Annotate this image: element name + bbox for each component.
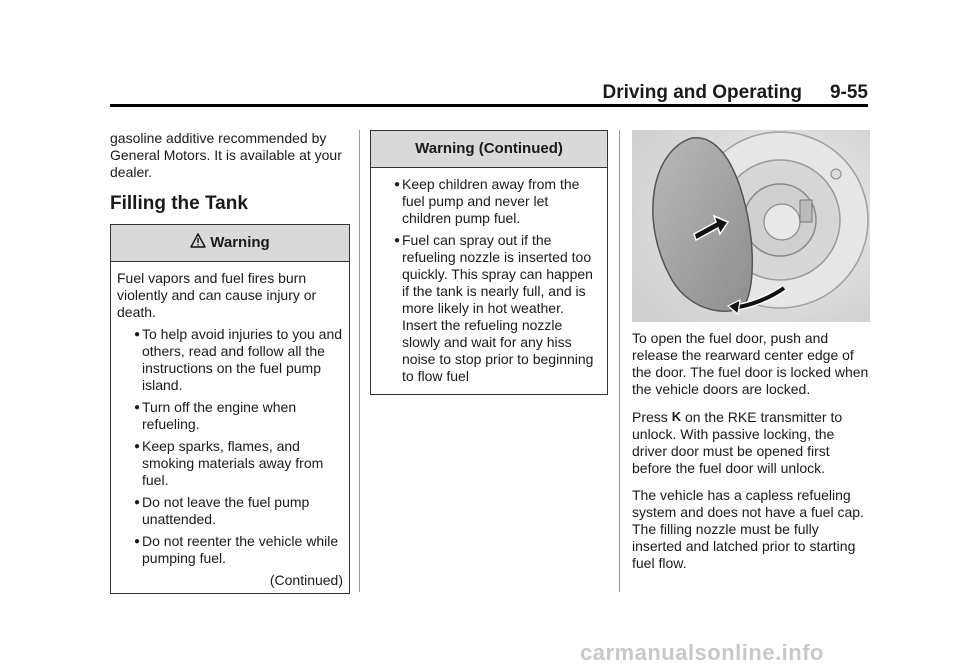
list-item xyxy=(117,399,343,433)
warning-bullet-list xyxy=(117,326,343,567)
list-item xyxy=(117,438,343,489)
bullet-icon: ● xyxy=(134,497,141,508)
page-number: 9-55 xyxy=(829,82,868,103)
warning-header: Warning (Continued) xyxy=(371,131,607,168)
warning-intro: Fuel vapors and fuel fires burn violently and can cause injury or death. xyxy=(117,270,317,320)
bullet-text: Turn off the engine when refueling. xyxy=(142,399,297,432)
continued-label: (Continued) xyxy=(269,572,343,588)
bullet-text: Fuel can spray out if the refueling nozzle is inserted too quickly. This spray can happen if the tank is nearly full, and is more likely in hot weather. Insert the refueling nozzle slowly and wait for any hiss noise to stop prior to beginning to flow fuel xyxy=(402,232,594,384)
bullet-text: Keep sparks, flames, and smoking materials away from fuel. xyxy=(142,438,324,488)
column-2 xyxy=(370,130,608,395)
column-divider xyxy=(619,130,620,592)
list-item xyxy=(117,533,343,567)
warning-box xyxy=(110,224,350,594)
bullet-text: Keep children away from the fuel pump and never let children pump fuel. xyxy=(402,176,580,226)
list-item xyxy=(377,232,601,385)
bullet-text: Do not reenter the vehicle while pumping fuel. xyxy=(142,533,339,566)
rke-text-before: Press xyxy=(632,409,668,425)
warning-box-continued xyxy=(370,130,608,395)
fuel-door-paragraph: To open the fuel door, push and release the rearward center edge of the door. The fuel door is locked when the vehicle doors are locked. xyxy=(632,330,869,397)
column-3 xyxy=(632,130,870,582)
bullet-text: Do not leave the fuel pump unattended. xyxy=(142,494,310,527)
section-title: Driving and Operating xyxy=(602,82,802,103)
unlock-key-icon: K xyxy=(671,409,682,424)
warning-icon xyxy=(190,233,206,249)
bullet-icon: ● xyxy=(134,536,141,547)
warning-body xyxy=(371,168,607,394)
list-item xyxy=(117,326,343,394)
bullet-icon: ● xyxy=(394,235,401,246)
bullet-icon: ● xyxy=(394,179,401,190)
capless-paragraph: The vehicle has a capless refueling system and does not have a fuel cap. The filling nozzle must be fully inserted and latched prior to starting fuel flow. xyxy=(632,487,864,571)
section-heading: Filling the Tank xyxy=(110,193,248,214)
watermark: carmanualsonline.info xyxy=(580,640,824,665)
warning-body xyxy=(111,262,349,593)
rke-text-after: on the RKE transmitter to unlock. With passive locking, the driver door must be opened first before the fuel door will unlock. xyxy=(632,409,843,476)
column-divider xyxy=(359,130,360,592)
column-1 xyxy=(110,130,350,594)
warning-bullet-list xyxy=(377,176,601,385)
warning-title: Warning xyxy=(210,234,270,251)
fuel-door-illustration xyxy=(632,130,870,322)
bullet-icon: ● xyxy=(134,329,141,340)
intro-paragraph: gasoline additive recommended by General Motors. It is available at your dealer. xyxy=(110,130,342,180)
bullet-text: To help avoid injuries to you and others, read and follow all the instructions on the fuel pump island. xyxy=(142,326,343,393)
rke-paragraph xyxy=(632,408,870,477)
bullet-icon: ● xyxy=(134,402,141,413)
list-item xyxy=(117,494,343,528)
warning-header xyxy=(111,225,349,262)
header-rule xyxy=(110,104,868,107)
bullet-icon: ● xyxy=(134,441,141,452)
page-header xyxy=(110,82,868,102)
list-item xyxy=(377,176,601,227)
